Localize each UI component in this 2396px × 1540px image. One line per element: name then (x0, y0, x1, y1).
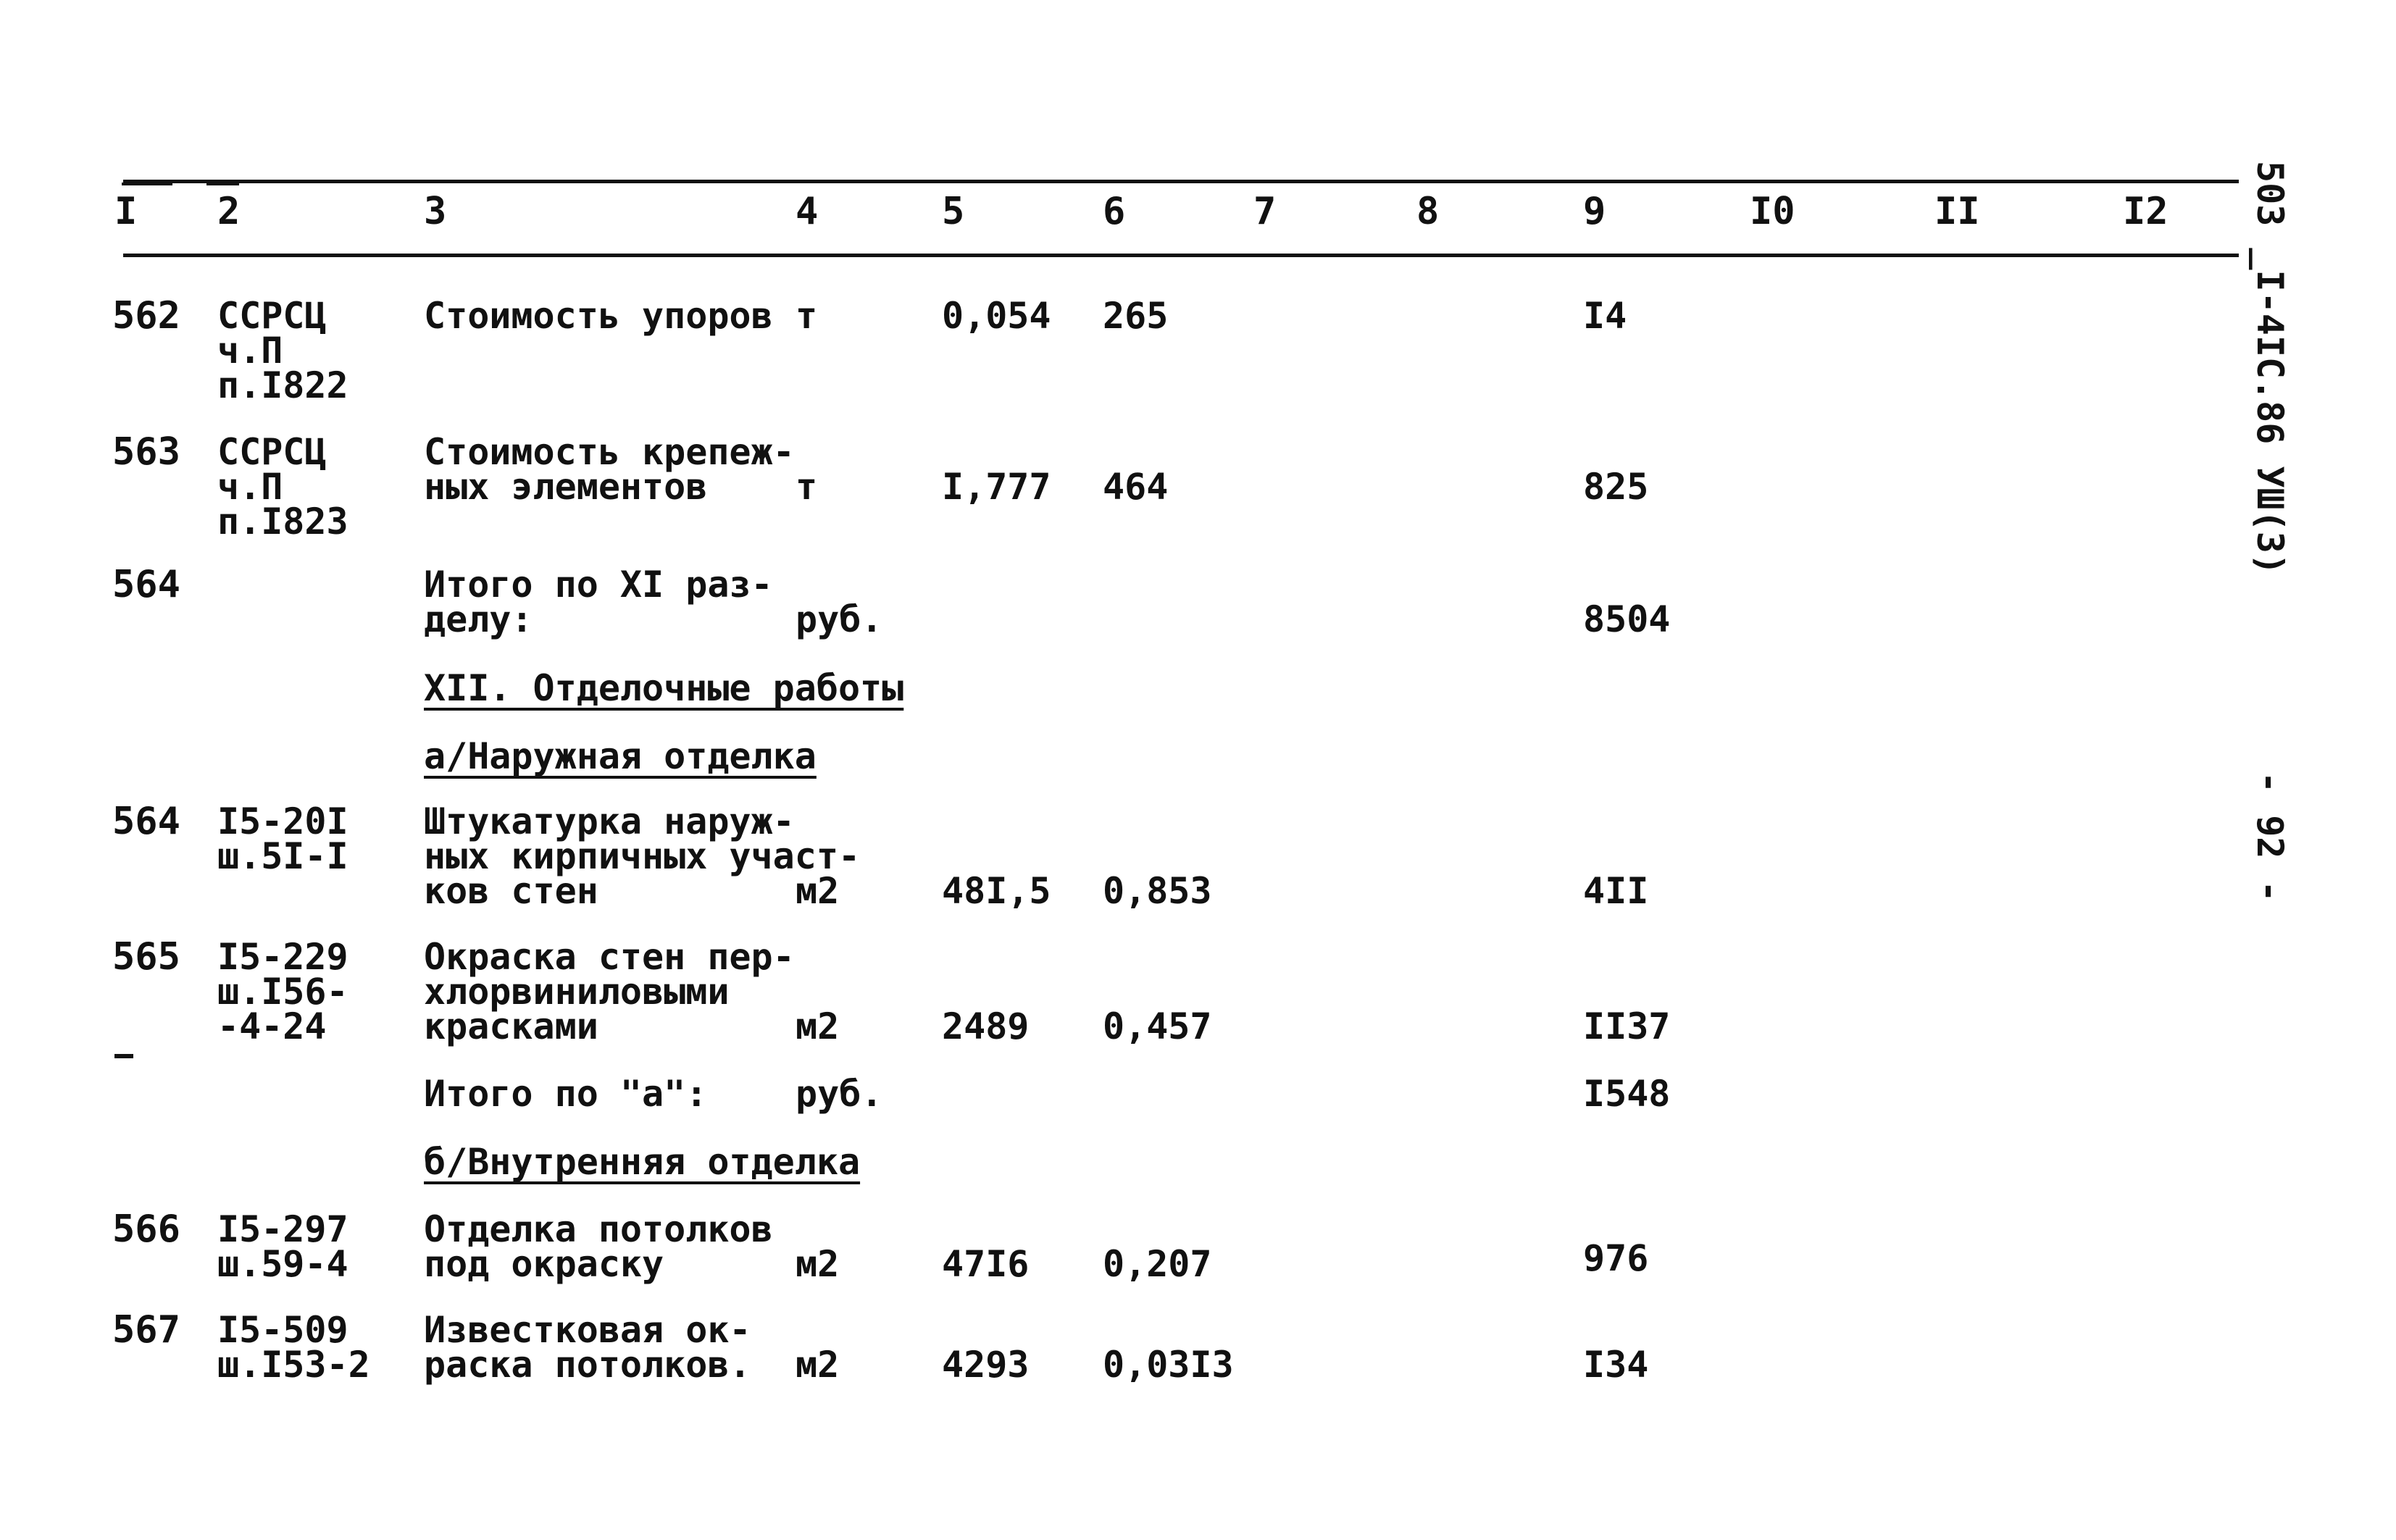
column-header-4: 4 (796, 190, 819, 233)
row-unit: руб. (796, 1073, 883, 1115)
row-name: Стоимость крепеж- ных элементов (424, 431, 795, 508)
row-code: ССРСЦ ч.П п.I823 (217, 431, 348, 543)
row-name: Известковая ок- раска потолков. (424, 1309, 751, 1386)
row-code: ССРСЦ ч.П п.I822 (217, 295, 348, 406)
row-name: Итого по XI раз- делу: (424, 564, 773, 640)
subsection-heading: б/Внутренняя отделка (424, 1141, 861, 1183)
row-quantity: 2489 (942, 1005, 1030, 1047)
section-heading: XII. Отделочные работы (424, 667, 904, 709)
row-name: Штукатурка наруж- ных кирпичных участ- ков стен (424, 800, 861, 912)
row-quantity: 0,054 (942, 295, 1051, 337)
column-header-1: I (114, 190, 138, 233)
column-header-5: 5 (942, 190, 965, 233)
row-unit: т (796, 295, 818, 337)
row-unit: м2 (796, 1005, 840, 1047)
row-code: I5-20I ш.5I-I (217, 800, 348, 877)
row-unit: руб. (796, 598, 883, 640)
column-header-2: 2 (217, 190, 241, 233)
row-code: I5-297 ш.59-4 (217, 1208, 348, 1285)
row-unit: м2 (796, 870, 840, 912)
column-header-10: I0 (1750, 190, 1795, 233)
row-number: 564 (112, 563, 180, 606)
column-header-7: 7 (1253, 190, 1277, 233)
header-top-rule (123, 180, 2239, 183)
row-number: 563 (112, 430, 180, 474)
row-unit-price: 0,03I3 (1103, 1344, 1234, 1386)
row-unit: м2 (796, 1344, 840, 1386)
row-quantity: 4293 (942, 1344, 1030, 1386)
row-total: 8504 (1583, 598, 1671, 640)
row-total: II37 (1583, 1005, 1671, 1047)
row-total: I4 (1583, 295, 1627, 337)
row-unit-price: 0,457 (1103, 1005, 1212, 1047)
row-number: 564 (112, 800, 180, 843)
column-header-9: 9 (1583, 190, 1606, 233)
row-number: 566 (112, 1208, 180, 1251)
row-quantity: I,777 (942, 466, 1051, 508)
row-name: Окраска стен пер- хлорвиниловыми красками (424, 936, 795, 1047)
row-name: Стоимость упоров (424, 295, 773, 337)
row-quantity: 47I6 (942, 1243, 1030, 1285)
row-unit-price: 265 (1103, 295, 1169, 337)
row-number: 565 (112, 935, 180, 979)
subsection-heading: а/Наружная отделка (424, 735, 817, 777)
row-unit: м2 (796, 1243, 840, 1285)
row-total: 4II (1583, 870, 1649, 912)
row-name: Отделка потолков под окраску (424, 1208, 773, 1285)
row-unit-price: 0,207 (1103, 1243, 1212, 1285)
column-header-12: I2 (2123, 190, 2168, 233)
row-quantity: 48I,5 (942, 870, 1051, 912)
row-number: 567 (112, 1308, 180, 1352)
row-unit-price: 0,853 (1103, 870, 1212, 912)
column-header-11: II (1934, 190, 1980, 233)
row-total: 825 (1583, 466, 1649, 508)
stray-dash-mark (114, 1054, 133, 1058)
page-number: - 92 - (2249, 771, 2291, 903)
header-bottom-rule (123, 254, 2239, 257)
row-number: 562 (112, 294, 180, 338)
document-code: 503 _I-4IC.86 УШ(3) (2249, 161, 2291, 575)
row-unit-price: 464 (1103, 466, 1169, 508)
row-total: I548 (1583, 1073, 1671, 1115)
row-code: I5-229 ш.I56- -4-24 (217, 936, 348, 1047)
column-header-8: 8 (1416, 190, 1440, 233)
column-header-3: 3 (424, 190, 447, 233)
row-unit: т (796, 466, 818, 508)
row-total: I34 (1583, 1344, 1649, 1386)
row-name: Итого по "а": (424, 1073, 708, 1115)
row-total: 976 (1583, 1237, 1649, 1279)
column-header-6: 6 (1103, 190, 1126, 233)
row-code: I5-509 ш.I53-2 (217, 1309, 370, 1386)
